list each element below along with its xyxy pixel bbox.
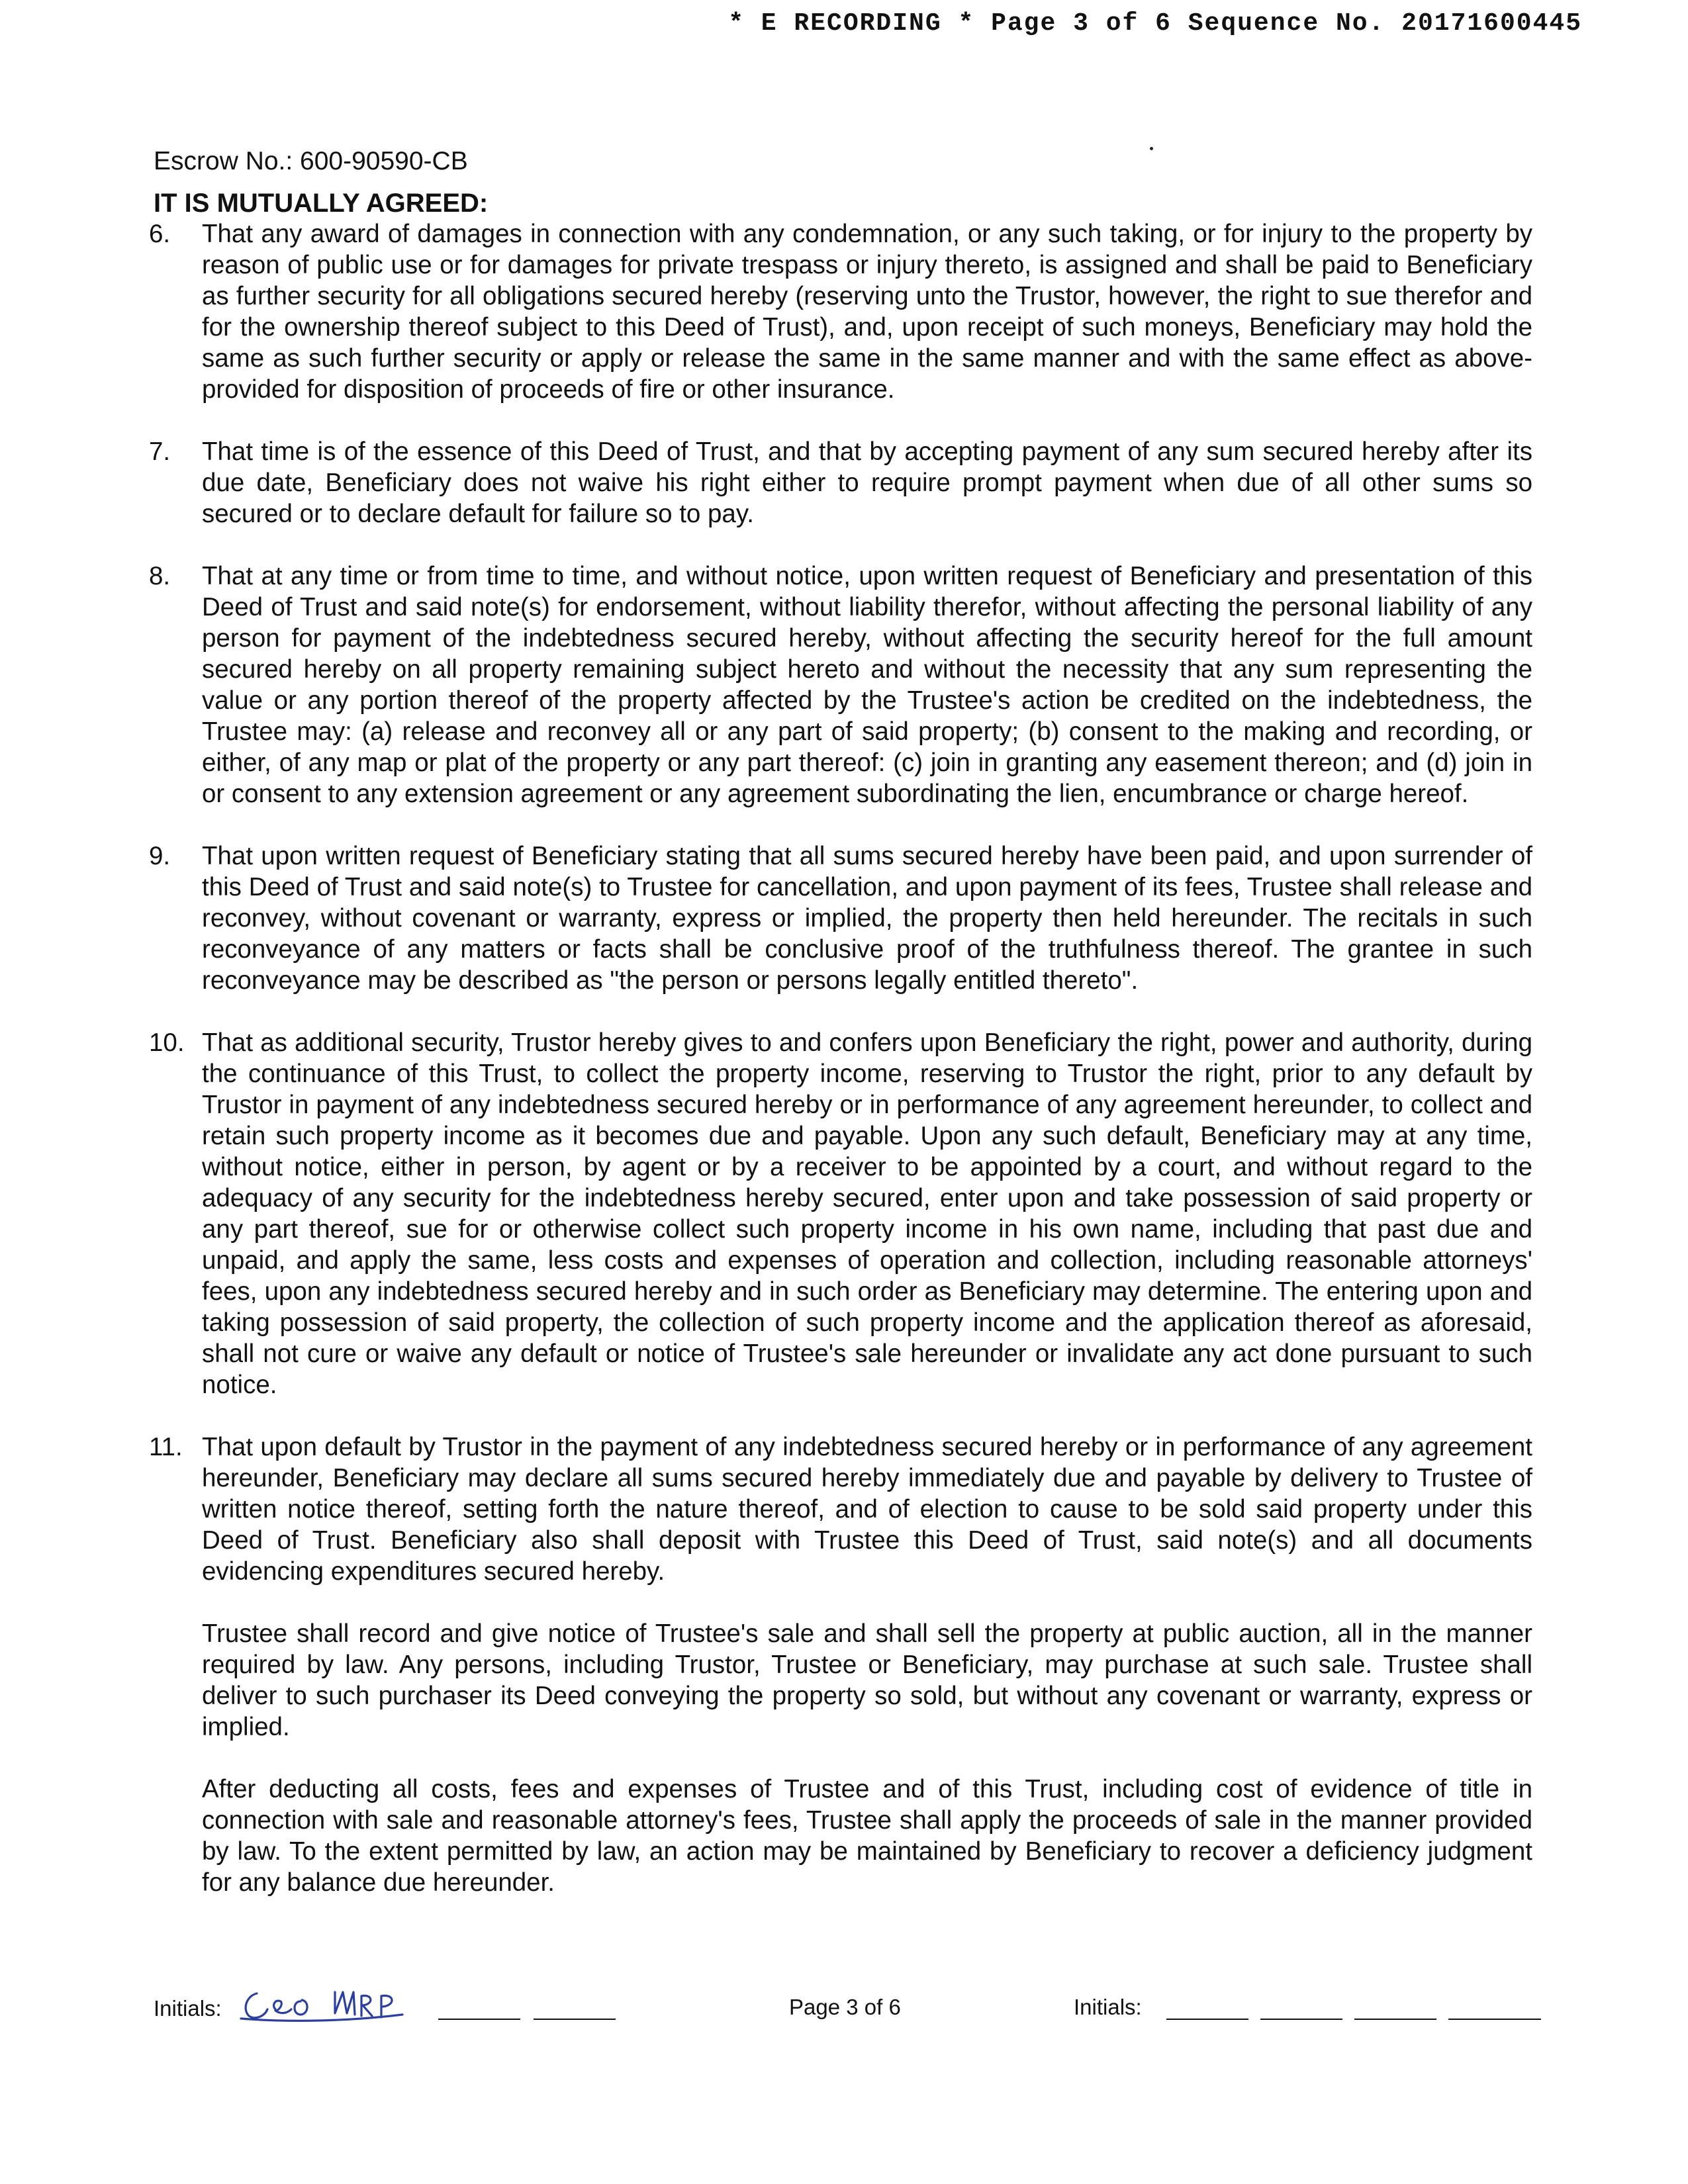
recording-header: * E RECORDING * Page 3 of 6 Sequence No. 20171600445 [728,9,1582,38]
scan-speck [1150,147,1153,150]
clause-number: 10. [149,1028,185,1057]
handwritten-initials-signature [237,1979,429,2025]
clause-11 [149,1432,1532,1587]
page-footer [154,1985,1541,2025]
clause-number: 8. [149,562,171,590]
clause-11-paragraph-trustee-sale: Trustee shall record and give notice of Trustee's sale and shall sell the property at public auction, all in the manner required by law. Any persons, including Trustor, Trustee or Beneficiary, may purchase at such sale. Trustee shall deliver to such purchaser its Deed conveying the property so sold, but without any covenant or warranty, express or implied. [202,1619,1532,1741]
initials-blank-4[interactable] [1260,2019,1342,2020]
escrow-number: Escrow No.: 600-90590-CB [154,147,468,175]
initials-blank-3[interactable] [1166,2019,1248,2020]
clause-text: That time is of the essence of this Deed of Trust, and that by accepting payment of any sum secured hereby after its due date, Beneficiary does not waive his right either to require prompt payment when due of all other sums so secured or to declare default for failure so to pay. [202,437,1532,528]
clause-6 [149,218,1532,405]
clause-text: That any award of damages in connection with any condemnation, or any such taking, or for injury to the property by reason of public use or for damages for private trespass or injury thereto, is assigned and shall be paid to Beneficiary as further security for all obligations secured hereby (reserving unto the Trustor, however, the right to sue therefor and for the ownership thereof subject to this Deed of Trust), and, upon receipt of such moneys, Beneficiary may hold the same as such further security or apply or release the same in the same manner and with the same effect as above-provided for disposition of proceeds of fire or other insurance. [202,220,1532,404]
initials-label-right: Initials: [1074,1995,1142,2019]
clause-number: 6. [149,220,171,248]
clause-number: 7. [149,437,171,466]
initials-blank-1[interactable] [438,2019,520,2020]
document-body [149,218,1532,1898]
section-heading: IT IS MUTUALLY AGREED: [154,189,489,218]
clause-10 [149,1027,1532,1400]
clause-text: That at any time or from time to time, and without notice, upon written request of Beneficiary and presentation of this Deed of Trust and said note(s) for endorsement, without liability therefor, without affecting the personal liability of any person for payment of the indebtedness secured hereby, without affecting the security hereof for the full amount secured hereby on all property remaining subject hereto and without the necessity that any sum representing the value or any portion thereof of the property affected by the Trustee's action be credited on the indebtedness, the Trustee may: (a) release and reconvey all or any part of said property; (b) consent to the making and recording, or either, of any map or plat of the property or any part thereof: (c) join in granting any easement thereon; and (d) join in or consent to any extension agreement or any agreement subordinating the lien, encumbrance or charge hereof. [202,562,1532,808]
clause-9 [149,841,1532,996]
clause-text: That as additional security, Trustor hereby gives to and confers upon Beneficiary the right, power and authority, during the continuance of this Trust, to collect the property income, reserving to Trustor the right, prior to any default by Trustor in payment of any indebtedness secured hereby or in performance of any agreement hereunder, to collect and retain such property income as it becomes due and payable. Upon any such default, Beneficiary may at any time, without notice, either in person, by agent or by a receiver to be appointed by a court, and without regard to the adequacy of any security for the indebtedness hereby secured, enter upon and take possession of said property or any part thereof, sue for or otherwise collect such property income in his own name, including that past due and unpaid, and apply the same, less costs and expenses of operation and collection, including reasonable attorneys' fees, upon any indebtedness secured hereby and in such order as Beneficiary may determine. The entering upon and taking possession of said property, the collection of such property income and the application thereof as aforesaid, shall not cure or waive any default or notice of Trustee's sale hereunder or invalidate any act done pursuant to such notice. [202,1028,1532,1399]
clause-number: 11. [149,1433,183,1461]
initials-label-left: Initials: [154,1996,222,2021]
clause-11-paragraph-proceeds: After deducting all costs, fees and expenses of Trustee and of this Trust, including cost of evidence of title in connection with sale and reasonable attorney's fees, Trustee shall apply the proceeds of sale in the manner provided by law. To the extent permitted by law, an action may be maintained by Beneficiary to recover a deficiency judgment for any balance due hereunder. [202,1775,1532,1897]
clause-7 [149,436,1532,529]
clause-text: That upon default by Trustor in the payment of any indebtedness secured hereby or in performance of any agreement hereunder, Beneficiary may declare all sums secured hereby immediately due and payable by delivery to Trustee of written notice thereof, setting forth the nature thereof, and of election to cause to be sold said property under this Deed of Trust. Beneficiary also shall deposit with Trustee this Deed of Trust, said note(s) and all documents evidencing expenditures secured hereby. [202,1433,1532,1586]
page-number: Page 3 of 6 [789,1995,901,2019]
clause-8 [149,561,1532,809]
initials-blank-6[interactable] [1448,2019,1541,2020]
initials-blank-2[interactable] [534,2019,616,2020]
clause-number: 9. [149,842,171,870]
clause-text: That upon written request of Beneficiary stating that all sums secured hereby have been paid, and upon surrender of this Deed of Trust and said note(s) to Trustee for cancellation, and upon payment of its fees, Trustee shall release and reconvey, without covenant or warranty, express or implied, the property then held hereunder. The recitals in such reconveyance of any matters or facts shall be conclusive proof of the truthfulness thereof. The grantee in such reconveyance may be described as "the person or persons legally entitled thereto". [202,842,1532,995]
initials-blank-5[interactable] [1354,2019,1436,2020]
